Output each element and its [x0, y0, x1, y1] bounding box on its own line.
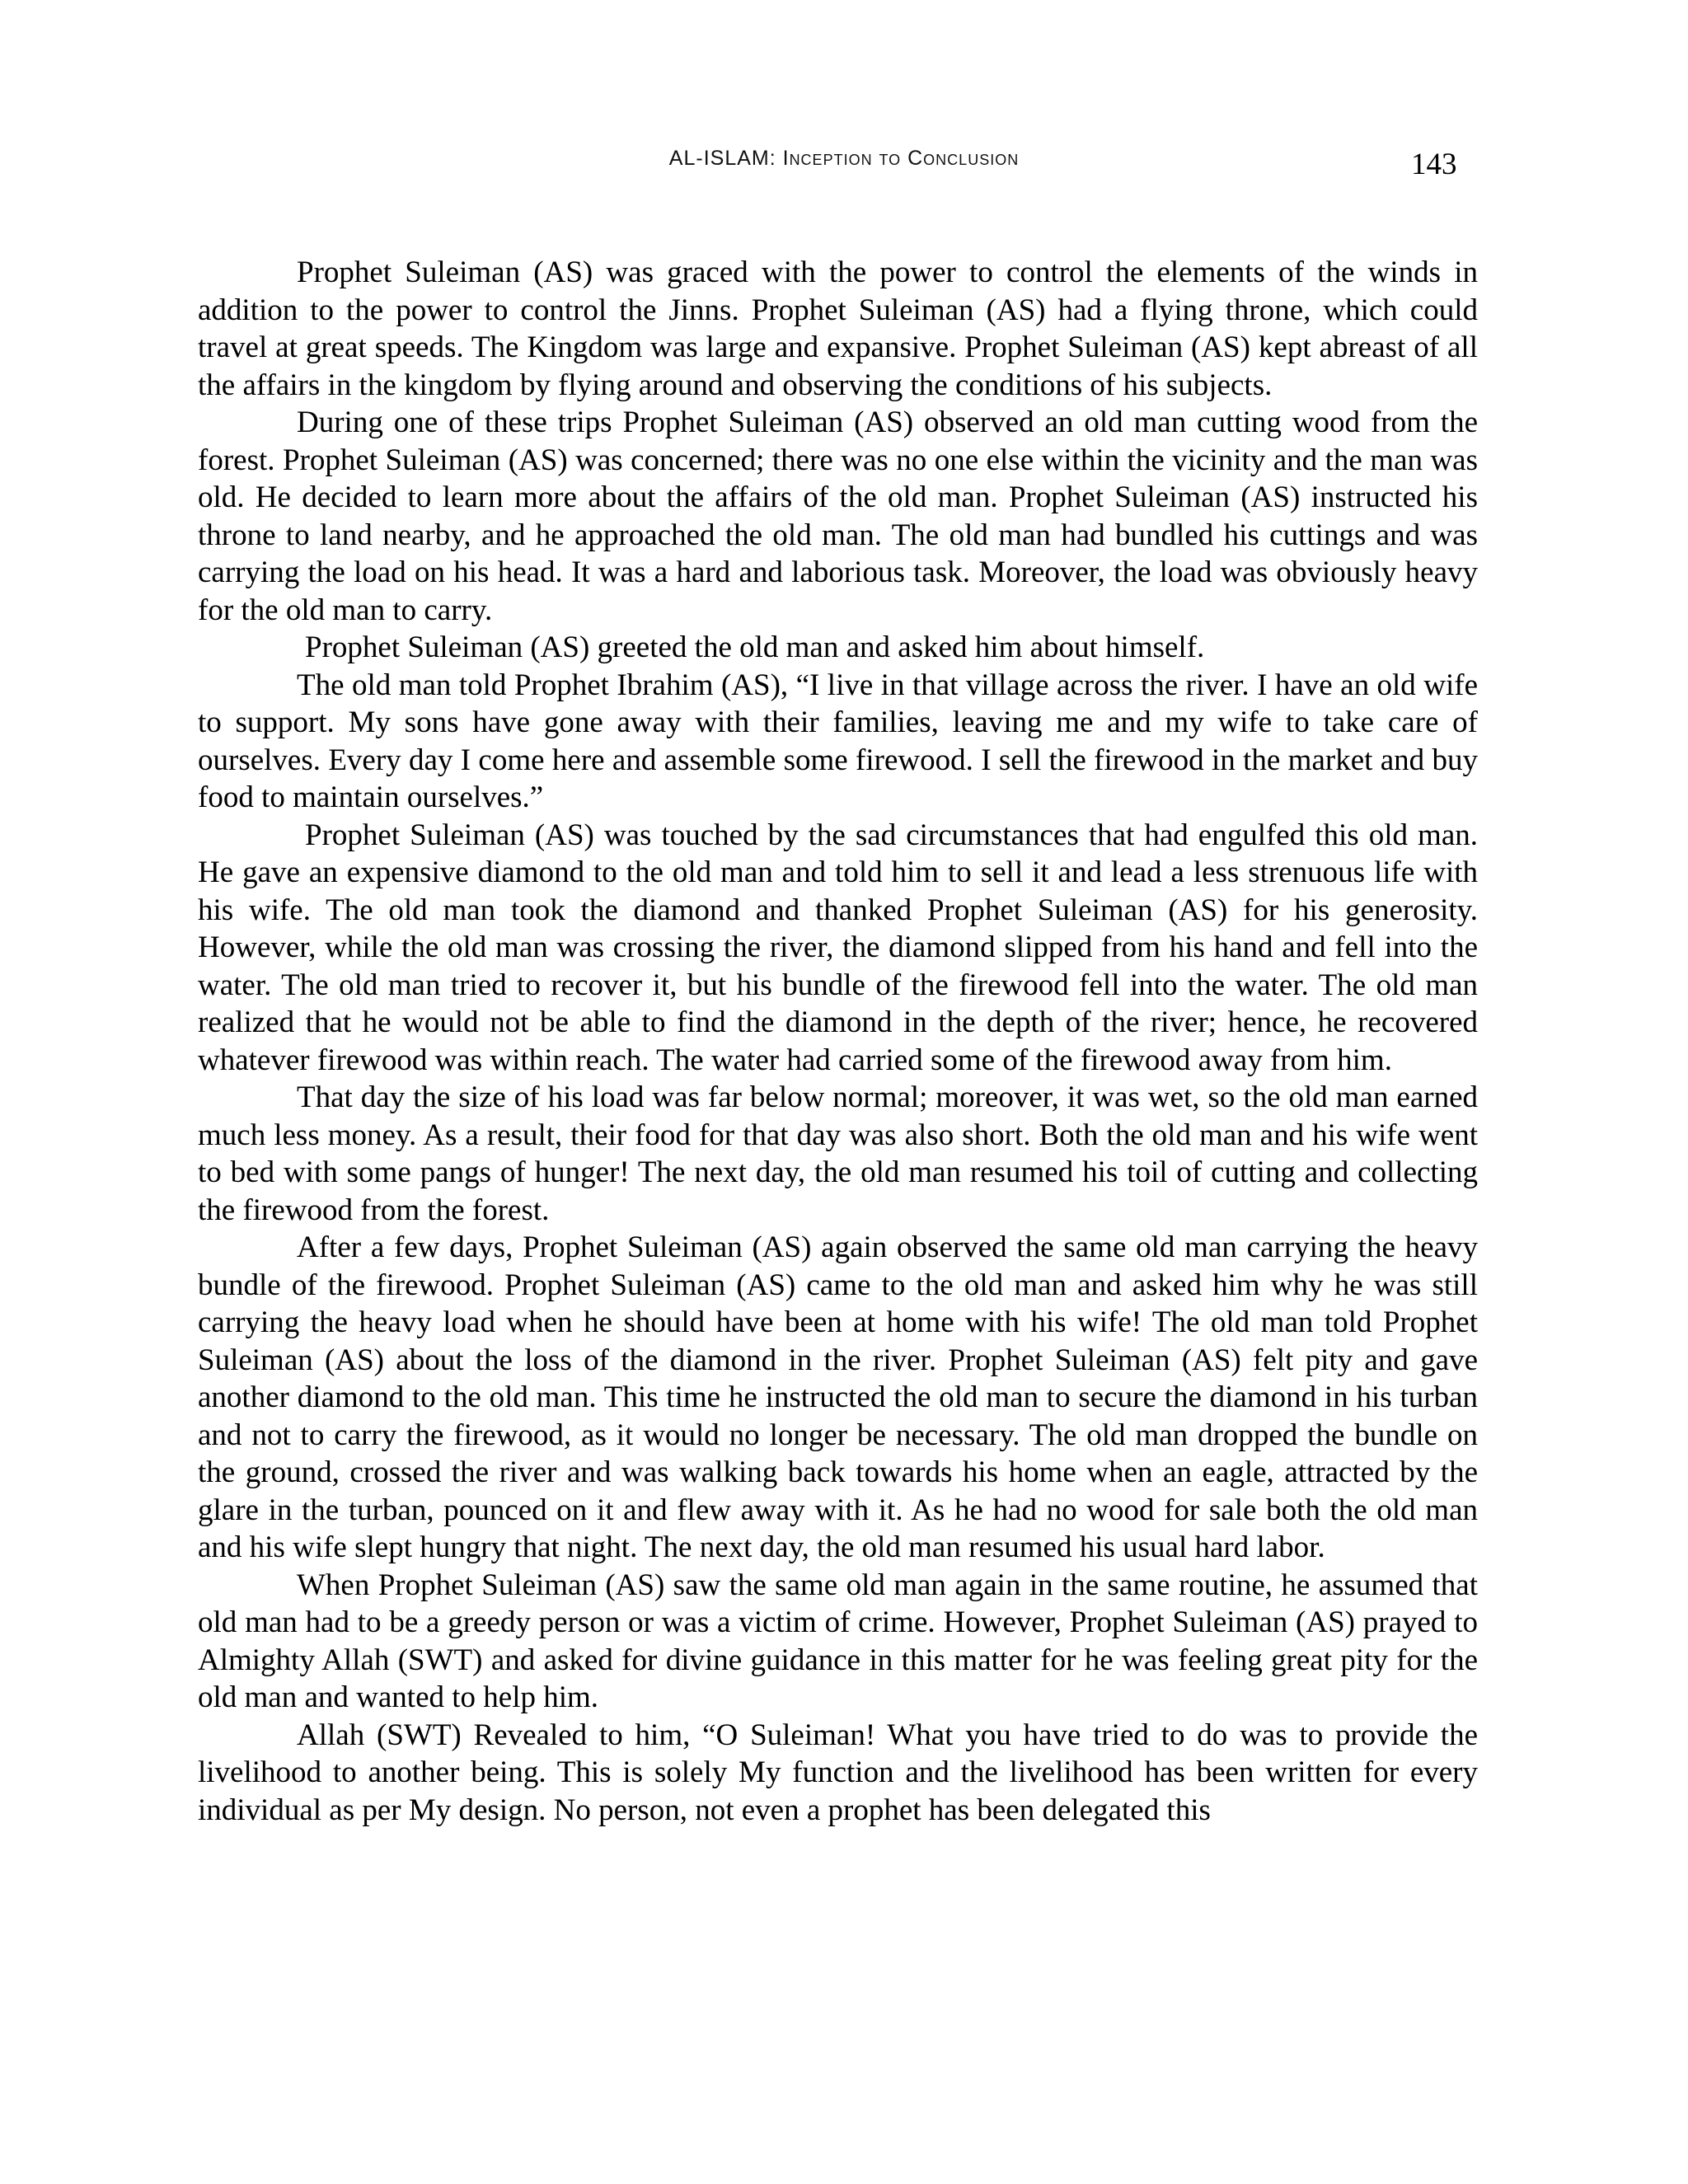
page-number: 143: [1411, 148, 1457, 181]
paragraph: The old man told Prophet Ibrahim (AS), “I live in that village across the river. I have an old wife to support. My sons have gone away with their families, leaving me and my wife to take care of ourselves. Every day I come here and assemble some firewood. I sell the firewood in the market and buy food to maintain ourselves.”: [198, 668, 1478, 814]
paragraph: After a few days, Prophet Suleiman (AS) again observed the same old man carrying the heavy bundle of the firewood. Prophet Suleiman (AS) came to the old man and asked him why he was still carrying the heavy load when he should have been at home with his wife! The old man told Prophet Suleiman (AS) about the loss of the diamond in the river. Prophet Suleiman (AS) felt pity and gave another diamond to the old man. This time he instructed the old man to secure the diamond in his turban and not to carry the firewood, as it would no longer be necessary. The old man dropped the bundle on the ground, crossed the river and was walking back towards his home when an eagle, attracted by the glare in the turban, pounced on it and flew away with it. As he had no wood for sale both the old man and his wife slept hungry that night. The next day, the old man resumed his usual hard labor.: [198, 1230, 1478, 1564]
paragraph: Allah (SWT) Revealed to him, “O Suleiman! What you have tried to do was to provide the livelihood to another being. This is solely My function and the livelihood has been written for every individual as per My design. No person, not even a prophet has been delegated this: [198, 1718, 1478, 1827]
paragraph: During one of these trips Prophet Suleiman (AS) observed an old man cutting wood from the forest. Prophet Suleiman (AS) was concerned; there was no one else within the vicinity and the man was old. He decided to learn more about the affairs of the old man. Prophet Suleiman (AS) instructed his throne to land nearby, and he approached the old man. The old man had bundled his cuttings and was carrying the load on his head. It was a hard and laborious task. Moreover, the load was obviously heavy for the old man to carry.: [198, 405, 1478, 627]
paragraph: Prophet Suleiman (AS) was graced with the power to control the elements of the winds in addition to the power to control the Jinns. Prophet Suleiman (AS) had a flying throne, which could travel at great speeds. The Kingdom was large and expansive. Prophet Suleiman (AS) kept abreast of all the affairs in the kingdom by flying around and observing the conditions of his subjects.: [198, 255, 1478, 402]
paragraph: Prophet Suleiman (AS) greeted the old man and asked him about himself.: [305, 630, 1205, 664]
running-header-title: AL-ISLAM: Inception to Conclusion: [668, 147, 1020, 170]
body-text: [198, 254, 1478, 1829]
paragraph: Prophet Suleiman (AS) was touched by the sad circumstances that had engulfed this old man. He gave an expensive diamond to the old man and told him to sell it and lead a less strenuous life with his wife. The old man took the diamond and thanked Prophet Suleiman (AS) for his generosity. However, while the old man was crossing the river, the diamond slipped from his hand and fell into the water. The old man tried to recover it, but his bundle of the firewood fell into the water. The old man realized that he would not be able to find the diamond in the depth of the river; hence, he recovered whatever firewood was within reach. The water had carried some of the firewood away from him.: [198, 818, 1478, 1077]
paragraph: When Prophet Suleiman (AS) saw the same old man again in the same routine, he assumed that old man had to be a greedy person or was a victim of crime. However, Prophet Suleiman (AS) prayed to Almighty Allah (SWT) and asked for divine guidance in this matter for he was feeling great pity for the old man and wanted to help him.: [198, 1568, 1478, 1714]
paragraph: That day the size of his load was far below normal; moreover, it was wet, so the old man earned much less money. As a result, their food for that day was also short. Both the old man and his wife went to bed with some pangs of hunger! The next day, the old man resumed his toil of cutting and collecting the firewood from the forest.: [198, 1080, 1478, 1227]
